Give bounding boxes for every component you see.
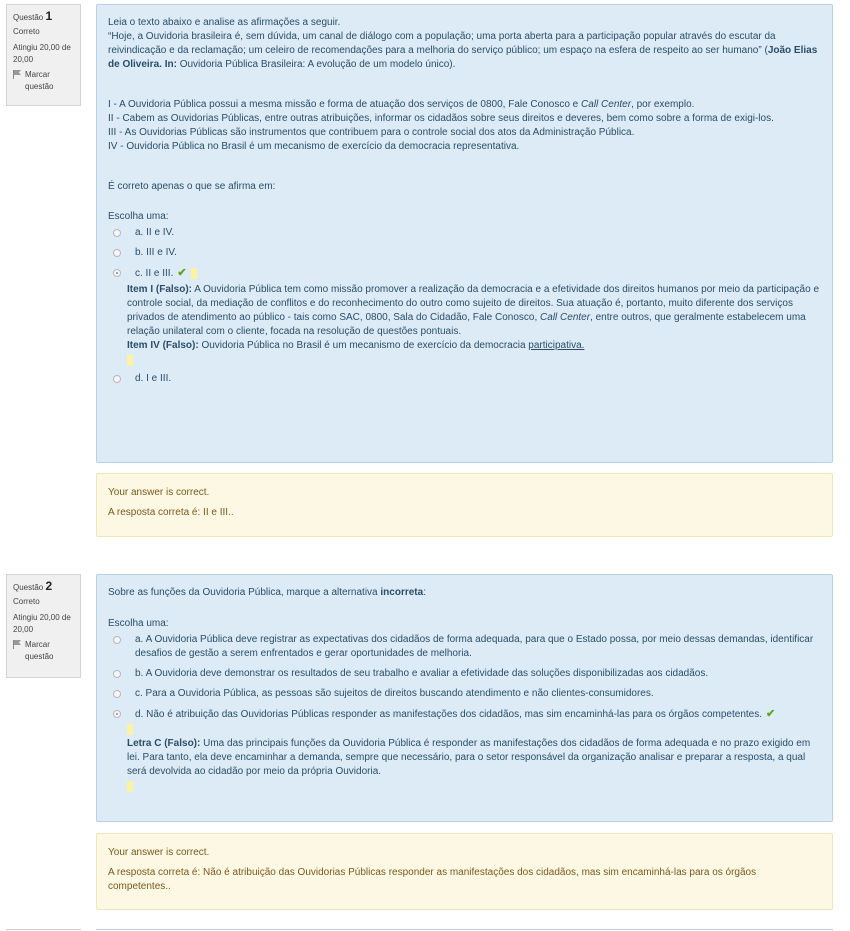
option-a[interactable] <box>108 633 821 661</box>
option-label: d. Não é atribuição das Ouvidorias Públicas responder as manifestações dos cidadãos, mas sim encaminhá-las para os órgãos competentes. ✔ <box>135 708 776 720</box>
feedback-text: Letra C (Falso): Uma das principais funções da Ouvidoria Pública é responder as manifestações dos cidadãos de forma adequada e no prazo exigido em lei. Para tanto, ela deve encaminhar a demanda, sempre que necessário, para o setor responsável da organização analisar e preparar a resposta, a qual será devolvida ao cidadão por meio da própria Ouvidoria. <box>127 738 811 777</box>
radio-button[interactable] <box>113 636 121 644</box>
question-content-1 <box>96 4 833 463</box>
radio-button-selected[interactable] <box>113 710 121 718</box>
answer-feedback-2 <box>96 833 833 910</box>
flag-question-link[interactable] <box>13 69 74 93</box>
question-intro: Sobre as funções da Ouvidoria Pública, marque a alternativa incorreta: <box>108 587 426 598</box>
question-content-2 <box>96 574 833 822</box>
option-label: a. A Ouvidoria Pública deve registrar as expectativas dos cidadãos de forma adequada, para que o Estado possa, por meio dessas demandas, identificar desafios de gestão a serem enfrentados e gerar oportunidades de melhoria. <box>135 634 814 659</box>
question-grade: Atingiu 20,00 de 20,00 <box>13 43 71 64</box>
question-number <box>13 10 74 24</box>
statement-1: I - A Ouvidoria Pública possui a mesma missão e forma de atuação dos serviços de 0800, Fale Conosco e Call Center, por exemplo. <box>108 99 695 110</box>
option-label: c. Para a Ouvidoria Pública, as pessoas são sujeitos de direitos buscando atendimento e não clientes-consumidores. <box>135 688 654 699</box>
radio-button[interactable] <box>113 690 121 698</box>
question-number-value: 2 <box>45 579 53 593</box>
option-label: b. III e IV. <box>135 247 177 258</box>
next-question-divider <box>96 929 833 930</box>
feedback-item-1: Item I (Falso): A Ouvidoria Pública tem como missão promover a realização da democracia e a efetividade dos direitos humanos por meio da participação e controle social, da mediação de conflitos e do reconhecimento do outro como sujeito de direitos. Sua atuação é, portanto, muito diferente dos serviços privados de atendimento ao público - tais como SAC, 0800, Sala do Cidadão, Fale Conosco, Call Center, entre outros, que geralmente estabelecem uma relação unilateral com o cliente, focada na resolução de questões pontuais. <box>127 284 820 337</box>
option-b[interactable] <box>108 246 821 260</box>
correct-answer: A resposta correta é: Não é atribuição das Ouvidorias Públicas responder as manifestações dos cidadãos, mas sim encaminhá-las para os órgãos competentes.. <box>108 867 757 892</box>
question-quote: “Hoje, a Ouvidoria brasileira é, sem dúvida, um canal de diálogo com a população; uma porta aberta para a participação popular através do escutar da reivindicação e da reclamação; um celeiro de recomendações para a melhoria do serviço público; um espaço na esfera de respeito ao ser humano” (João Elias de Oliveira. In: Ouvidoria Pública Brasileira: A evolução de um modelo único). <box>108 31 818 70</box>
statement-3: III - As Ouvidorias Públicas são instrumentos que contribuem para o controle social dos atos da Administração Pública. <box>108 127 635 138</box>
option-label: b. A Ouvidoria deve demonstrar os resultados de seu trabalho e avaliar a efetividade das soluções disponibilizadas aos cidadãos. <box>135 668 709 679</box>
highlight-marker <box>127 781 133 792</box>
option-label: c. II e III. ✔ <box>135 266 821 281</box>
question-prompt: É correto apenas o que se afirma em: <box>108 181 276 192</box>
option-d[interactable] <box>108 707 821 722</box>
flag-question-label: Marcar questão <box>25 70 54 91</box>
question-intro: Leia o texto abaixo e analise as afirmações a seguir. <box>108 17 341 28</box>
flag-icon <box>13 640 22 649</box>
option-c[interactable] <box>108 687 821 701</box>
radio-button[interactable] <box>113 375 121 383</box>
radio-button-selected[interactable] <box>113 269 121 277</box>
option-label: a. II e IV. <box>135 227 175 238</box>
next-question-divider <box>6 929 81 930</box>
option-b[interactable] <box>108 667 821 681</box>
statement-2: II - Cabem as Ouvidorias Públicas, entre outras atribuições, informar os cidadãos sobre seus direitos e deveres, bem como sobre a forma de exigi-los. <box>108 113 774 124</box>
feedback-item-4: Item IV (Falso): Ouvidoria Pública no Brasil é um mecanismo de exercício da democracia participativa. <box>127 340 585 351</box>
flag-icon <box>13 70 22 79</box>
question-number-value: 1 <box>45 9 53 23</box>
statement-4: IV - Ouvidoria Pública no Brasil é um mecanismo de exercício da democracia representativa. <box>108 141 520 152</box>
radio-button[interactable] <box>113 229 121 237</box>
highlight-marker <box>127 355 133 366</box>
answer-status: Your answer is correct. <box>108 847 210 858</box>
flag-question-link[interactable] <box>13 639 74 663</box>
question-status: Correto <box>13 597 40 606</box>
correct-answer: A resposta correta é: II e III.. <box>108 507 234 518</box>
check-icon: ✔ <box>766 708 776 720</box>
option-c[interactable] <box>108 266 821 281</box>
question-number <box>13 580 74 594</box>
radio-button[interactable] <box>113 249 121 257</box>
option-feedback <box>108 724 821 792</box>
question-info-1 <box>6 4 81 106</box>
choose-label: Escolha uma: <box>108 211 169 222</box>
highlight-marker <box>127 724 133 735</box>
option-d[interactable] <box>108 372 821 386</box>
radio-button[interactable] <box>113 670 121 678</box>
question-info-2 <box>6 574 81 678</box>
question-status: Correto <box>13 27 40 36</box>
highlight-marker <box>191 268 197 279</box>
question-label: Questão <box>13 13 44 22</box>
choose-label: Escolha uma: <box>108 618 169 629</box>
flag-question-label: Marcar questão <box>25 640 54 661</box>
answer-status: Your answer is correct. <box>108 487 210 498</box>
question-grade: Atingiu 20,00 de 20,00 <box>13 613 71 634</box>
option-label: d. I e III. <box>135 373 172 384</box>
answer-feedback-1 <box>96 473 833 537</box>
option-a[interactable] <box>108 226 821 240</box>
check-icon: ✔ <box>177 267 187 279</box>
question-label: Questão <box>13 583 44 592</box>
option-feedback <box>108 283 821 366</box>
